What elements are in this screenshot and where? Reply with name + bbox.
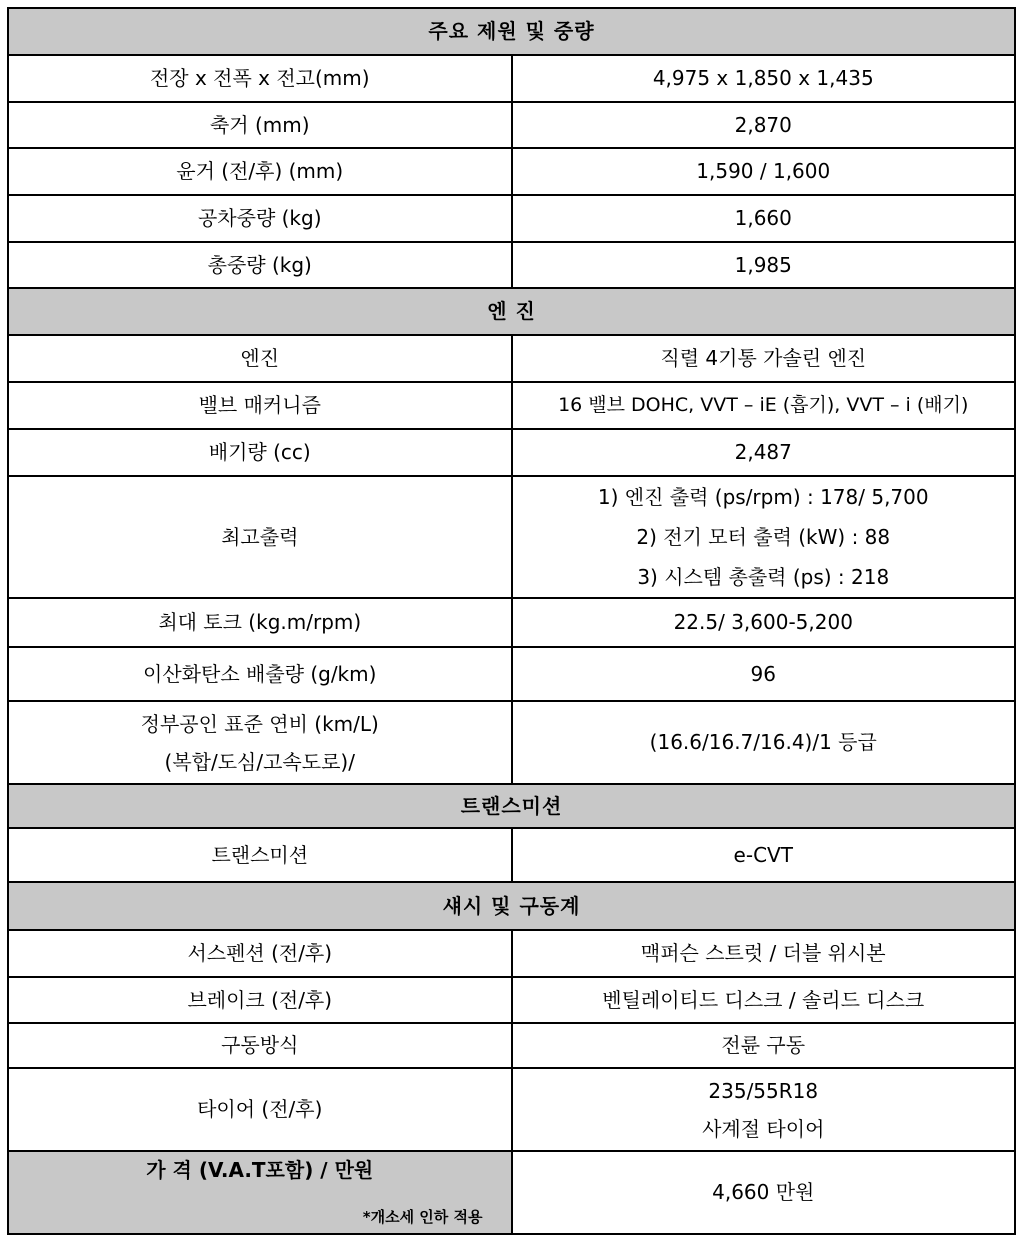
table-row	[8, 701, 1015, 784]
row-label: 공차중량 (kg)	[8, 195, 512, 242]
price-label: 가 격 (V.A.T포함) / 만원	[146, 1158, 374, 1182]
row-value: 16 밸브 DOHC, VVT – iE (흡기), VVT – i (배기)	[512, 382, 1016, 429]
section-header	[8, 8, 1015, 55]
price-value: 4,660 만원	[512, 1151, 1016, 1234]
table-row	[8, 828, 1015, 882]
row-value: 1,660	[512, 195, 1016, 242]
row-label: 배기량 (cc)	[8, 429, 512, 476]
table-row	[8, 148, 1015, 195]
row-value: 22.5/ 3,600-5,200	[512, 598, 1016, 647]
table-row	[8, 195, 1015, 242]
row-label: 엔진	[8, 335, 512, 382]
section-dimensions: 주요 제원 및 중량	[8, 8, 1015, 55]
value-line: 3) 시스템 총출력 (ps) : 218	[637, 565, 890, 589]
row-label: 축거 (mm)	[8, 102, 512, 148]
row-label: 브레이크 (전/후)	[8, 977, 512, 1023]
row-value	[512, 1068, 1016, 1151]
table-row	[8, 1023, 1015, 1068]
label-line: 정부공인 표준 연비 (km/L)	[140, 711, 379, 736]
table-row	[8, 598, 1015, 647]
section-header	[8, 288, 1015, 335]
row-value: 전륜 구동	[512, 1023, 1016, 1068]
row-value: 맥퍼슨 스트럿 / 더블 위시본	[512, 930, 1016, 977]
row-value: e-CVT	[512, 828, 1016, 882]
table-row	[8, 1068, 1015, 1151]
table-row	[8, 102, 1015, 148]
table-row	[8, 647, 1015, 701]
row-value	[512, 476, 1016, 598]
price-label-cell	[8, 1151, 512, 1234]
row-value: 4,975 x 1,850 x 1,435	[512, 55, 1016, 102]
section-engine: 엔 진	[8, 288, 1015, 335]
table-row	[8, 429, 1015, 476]
row-value: 벤틸레이티드 디스크 / 솔리드 디스크	[512, 977, 1016, 1023]
value-line: 2) 전기 모터 출력 (kW) : 88	[636, 525, 891, 549]
row-label: 트랜스미션	[8, 828, 512, 882]
section-header	[8, 882, 1015, 930]
row-value: 96	[512, 647, 1016, 701]
row-value: 2,870	[512, 102, 1016, 148]
row-label: 최고출력	[8, 476, 512, 598]
table-row	[8, 335, 1015, 382]
row-label: 타이어 (전/후)	[8, 1068, 512, 1151]
value-line: 1) 엔진 출력 (ps/rpm) : 178/ 5,700	[597, 485, 929, 509]
row-label: 최대 토크 (kg.m/rpm)	[8, 598, 512, 647]
table-row	[8, 1151, 1015, 1234]
table-row	[8, 977, 1015, 1023]
row-label: 서스펜션 (전/후)	[8, 930, 512, 977]
row-value: 1,590 / 1,600	[512, 148, 1016, 195]
section-chassis: 섀시 및 구동계	[8, 882, 1015, 930]
row-value: (16.6/16.7/16.4)/1 등급	[512, 701, 1016, 784]
section-transmission: 트랜스미션	[8, 784, 1015, 828]
price-note: *개소세 인하 적용	[362, 1208, 483, 1227]
label-line: (복합/도심/고속도로)/	[164, 749, 355, 774]
row-label: 윤거 (전/후) (mm)	[8, 148, 512, 195]
row-label: 구동방식	[8, 1023, 512, 1068]
row-label: 총중량 (kg)	[8, 242, 512, 288]
row-label: 전장 x 전폭 x 전고(mm)	[8, 55, 512, 102]
value-line: 235/55R18	[708, 1078, 819, 1103]
row-value: 2,487	[512, 429, 1016, 476]
section-header	[8, 784, 1015, 828]
spec-table	[7, 7, 1016, 1235]
table-row	[8, 55, 1015, 102]
table-row	[8, 930, 1015, 977]
row-label: 밸브 매커니즘	[8, 382, 512, 429]
row-value: 1,985	[512, 242, 1016, 288]
table-row	[8, 476, 1015, 598]
row-label: 이산화탄소 배출량 (g/km)	[8, 647, 512, 701]
row-value: 직렬 4기통 가솔린 엔진	[512, 335, 1016, 382]
table-row	[8, 382, 1015, 429]
value-line: 사계절 타이어	[702, 1116, 825, 1141]
row-label	[8, 701, 512, 784]
table-row	[8, 242, 1015, 288]
